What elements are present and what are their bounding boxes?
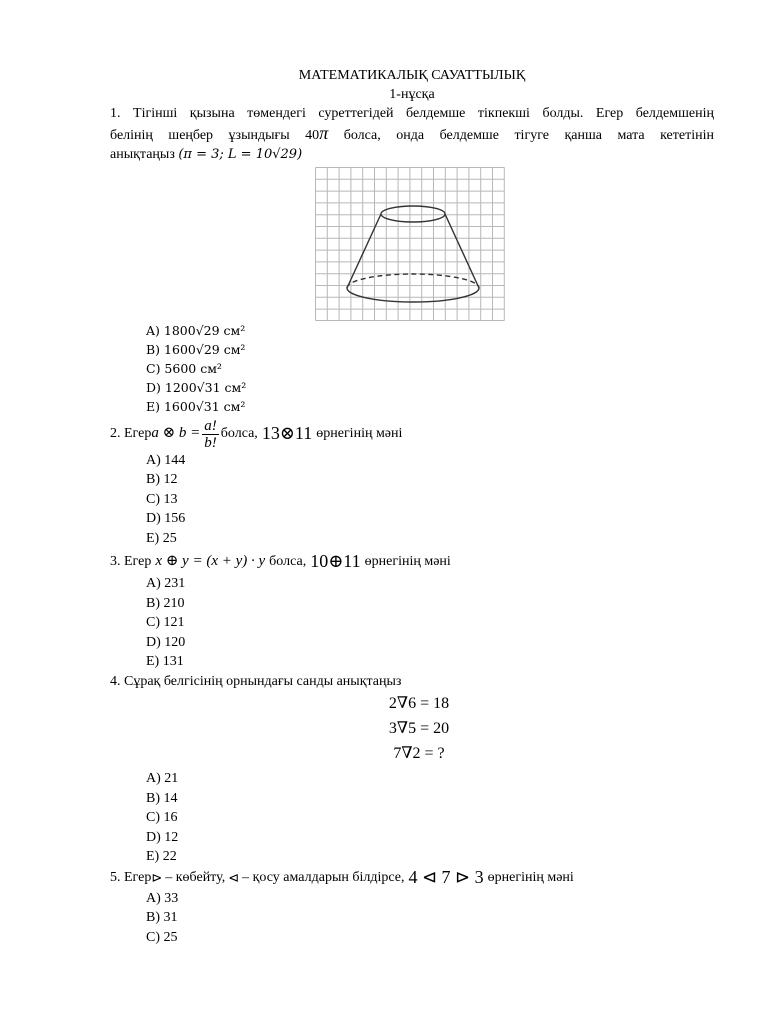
q3-option-d[interactable]: D) 120 [146, 634, 186, 650]
q1-line-2a: белінің шеңбер ұзындығы 40 [110, 127, 320, 143]
page-title: МАТЕМАТИКАЛЫҚ САУАТТЫЛЫҚ [298, 68, 526, 83]
worksheet-page [110, 66, 714, 947]
pi-symbol: π [319, 122, 329, 143]
q4-options [146, 769, 714, 867]
q3-suffix: өрнегінің мәні [364, 554, 451, 570]
q2-numerator: a! [204, 417, 217, 434]
q4-equation-2: 3∇5 = 20 [388, 720, 450, 737]
add-symbol: ⊲ [228, 869, 240, 885]
q2-option-e[interactable]: E) 25 [146, 530, 177, 546]
q3-option-e[interactable]: E) 131 [146, 654, 184, 669]
q1-line-3 [110, 145, 714, 165]
q3-option-a[interactable]: A) 231 [146, 576, 186, 591]
q5-suffix: өрнегінің мәні [487, 869, 574, 885]
q2-fraction [202, 418, 219, 451]
q5-text-1: – көбейту, [165, 869, 226, 885]
q1-option-d[interactable]: D) 1200√31 см² [146, 379, 247, 395]
q4-option-a[interactable]: A) 21 [146, 771, 179, 786]
skirt-figure [106, 167, 714, 321]
q2-expression: 13⊗11 [261, 423, 313, 444]
q4-option-e[interactable]: E) 22 [146, 849, 177, 864]
q1-line-2 [110, 124, 714, 146]
q1-option-a[interactable]: A) 1800√29 см² [146, 322, 246, 338]
q3-options [146, 574, 714, 672]
q2-operation-def: a ⊗ b = [151, 425, 201, 442]
q2-options [146, 451, 714, 549]
q5-option-b[interactable]: B) 31 [146, 910, 178, 925]
q1-options [146, 321, 714, 416]
question-4 [110, 672, 714, 867]
q2-stem [110, 418, 714, 451]
q3-option-c[interactable]: C) 121 [146, 615, 185, 630]
q4-text: 4. Сұрақ белгісінің орнындағы санды анықтаңыз [110, 673, 402, 689]
q5-stem [110, 867, 714, 889]
q1-given: (π = 3; L = 10√29) [178, 147, 303, 162]
question-5 [110, 867, 714, 948]
q1-option-e[interactable]: E) 1600√31 см² [146, 398, 246, 414]
q3-expression: 10⊕11 [310, 551, 361, 572]
q5-option-c[interactable]: C) 25 [146, 929, 178, 945]
q2-option-c[interactable]: C) 13 [146, 491, 178, 507]
q1-option-b[interactable]: B) 1600√29 см² [146, 341, 246, 357]
q2-option-b[interactable]: B) 12 [146, 472, 178, 487]
q3-operation-def: x ⊕ y = (x + y) · y [155, 553, 266, 570]
grid-lines [316, 167, 505, 320]
multiply-symbol: ⊳ [151, 869, 163, 885]
q4-equation-1: 2∇6 = 18 [388, 695, 450, 712]
q2-prefix: 2. Егер [110, 426, 152, 442]
q4-option-d[interactable]: D) 12 [146, 829, 179, 845]
q4-equations [110, 691, 714, 766]
q5-text-2: – қосу амалдарын білдірсе, [242, 869, 405, 885]
q5-expression: 4 ⊲ 7 ⊳ 3 [408, 866, 484, 887]
q2-mid: болса, [220, 426, 258, 442]
q2-option-d[interactable]: D) 156 [146, 511, 186, 526]
q1-line-2b: болса, онда белдемше тігуге қанша мата кететінін [328, 127, 714, 143]
q5-prefix: 5. Егер [110, 869, 152, 885]
q2-denominator: b! [204, 434, 217, 451]
frustum-grid-diagram [315, 167, 505, 321]
q1-option-c[interactable]: C) 5600 см² [146, 360, 222, 376]
q3-stem [110, 550, 714, 574]
q1-line-1: 1. Тігінші қызына төмендегі суреттегідей белдемше тікпекші болды. Егер белдемшенің [110, 106, 714, 121]
q3-option-b[interactable]: B) 210 [146, 595, 185, 611]
q1-line-3a: анықтаңыз [110, 147, 179, 162]
q5-options [146, 889, 714, 948]
q5-option-a[interactable]: A) 33 [146, 890, 179, 906]
q2-option-a[interactable]: A) 144 [146, 452, 186, 468]
frustum-shape [347, 206, 479, 302]
question-1 [110, 104, 714, 416]
q3-mid: болса, [269, 554, 307, 570]
q4-equation-3: 7∇2 = ? [393, 745, 445, 762]
q3-prefix: 3. Егер [110, 554, 152, 570]
question-3 [110, 550, 714, 672]
variant-label: 1-нұсқа [389, 87, 435, 102]
question-2 [110, 418, 714, 549]
q4-option-b[interactable]: B) 14 [146, 790, 178, 806]
q4-option-c[interactable]: C) 16 [146, 810, 178, 825]
q2-suffix: өрнегінің мәні [316, 426, 403, 442]
